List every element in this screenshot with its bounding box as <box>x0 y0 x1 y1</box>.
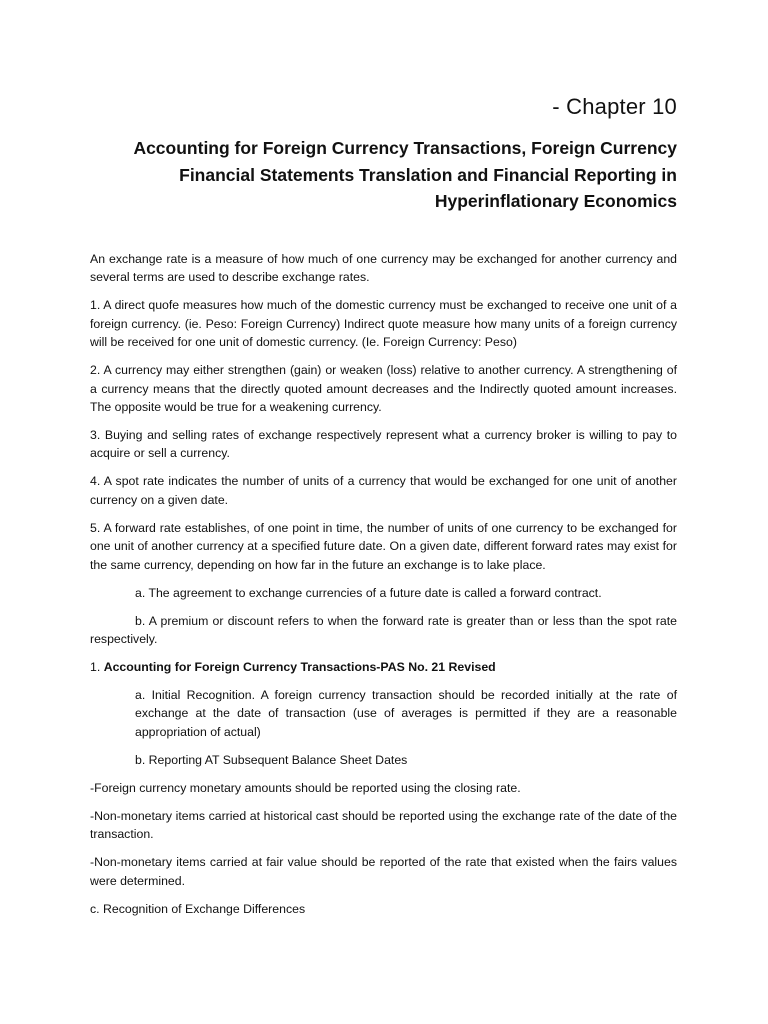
section-1c: c. Recognition of Exchange Differences <box>90 901 306 916</box>
paragraph-5a: a. The agreement to exchange currencies of a future date is called a forward contract. <box>135 585 602 600</box>
dash-item-3: -Non-monetary items carried at fair value should be reported of the rate that existed when the fairs values were determined. <box>90 855 677 888</box>
paragraph-3: 3. Buying and selling rates of exchange respectively represent what a currency broker is willing to pay to acquire or sell a currency. <box>90 428 677 461</box>
paragraph-5: 5. A forward rate establishes, of one point in time, the number of units of one currency to be exchanged for one unit of another currency at a specified future date. On a given date, different forward rates may exist for the same currency, depending on how far in the future an exchange is to lake place. <box>90 520 677 572</box>
paragraph-2: 2. A currency may either strengthen (gain) or weaken (loss) relative to another currency. A strengthening of a currency means that the directly quoted amount decreases and the Indirectly quoted amount increases. The opposite would be true for a weakening currency. <box>90 363 677 415</box>
section-1a: a. Initial Recognition. A foreign currency transaction should be recorded initially at the rate of exchange at the date of transaction (use of averages is permitted if they are a reasonable appropriation of actual) <box>135 688 677 739</box>
dash-item-1: -Foreign currency monetary amounts should be reported using the closing rate. <box>90 780 521 795</box>
section-1-number: 1. <box>90 660 101 675</box>
paragraph-5b: b. A premium or discount refers to when the forward rate is greater than or less than the spot rate respectively. <box>90 613 677 647</box>
section-1b: b. Reporting AT Subsequent Balance Sheet Dates <box>135 752 408 767</box>
chapter-heading: - Chapter 10 <box>552 94 677 119</box>
section-1-heading-line <box>90 658 677 676</box>
paragraph-4: 4. A spot rate indicates the number of units of a currency that would be exchanged for one unit of another currency on a given date. <box>90 474 677 507</box>
paragraph-1: 1. A direct quofe measures how much of the domestic currency must be exchanged to receive one unit of a foreign currency. (ie. Peso: Foreign Currency) Indirect quote measure how many units of a foreign currency will be received for one unit of domestic currency. (Ie. Foreign Currency: Peso) <box>90 298 677 350</box>
section-1-heading: Accounting for Foreign Currency Transactions-PAS No. 21 Revised <box>103 660 496 675</box>
paragraph-intro: An exchange rate is a measure of how much of one currency may be exchanged for another currency and several terms are used to describe exchange rates. <box>90 252 677 285</box>
dash-item-2: -Non-monetary items carried at historical cast should be reported using the exchange rate of the date of the transaction. <box>90 808 677 842</box>
document-title: Accounting for Foreign Currency Transactions, Foreign Currency Financial Statements Translation and Financial Reporting in Hyperinflationary Economics <box>133 138 677 211</box>
document-body <box>90 250 677 928</box>
